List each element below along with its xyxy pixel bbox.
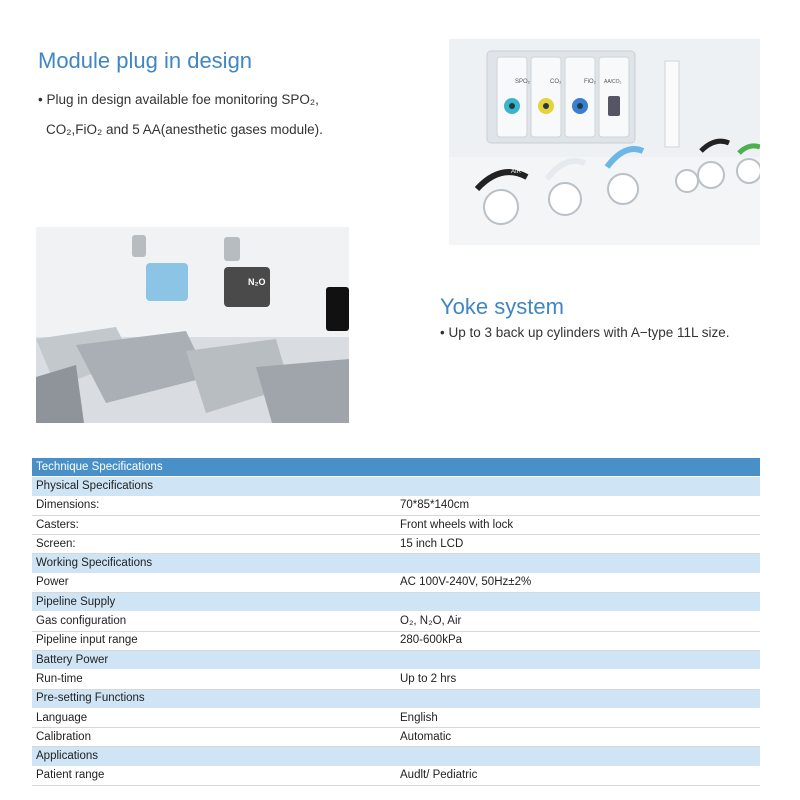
spec-section-row bbox=[32, 593, 760, 612]
spec-value bbox=[396, 593, 760, 612]
spec-value: Front wheels with lock bbox=[396, 515, 760, 534]
spec-row bbox=[32, 573, 760, 592]
yoke-bullet-line1: • Up to 3 back up cylinders with A−type 11L size. bbox=[440, 325, 730, 340]
spec-label: Dimensions: bbox=[32, 496, 396, 515]
spec-row bbox=[32, 631, 760, 650]
spec-label: Casters: bbox=[32, 515, 396, 534]
yoke-title: Yoke system bbox=[440, 294, 564, 319]
spec-label: Run-time bbox=[32, 670, 396, 689]
spec-label: Pipeline input range bbox=[32, 631, 396, 650]
spec-section-label: Pre-setting Functions bbox=[32, 689, 396, 708]
module-panel-photo bbox=[449, 39, 760, 245]
spec-section-label: Battery Power bbox=[32, 650, 396, 669]
spec-label: Language bbox=[32, 708, 396, 727]
spec-row bbox=[32, 670, 760, 689]
yoke-illustration bbox=[36, 227, 349, 423]
spec-table-header bbox=[32, 458, 760, 477]
label-aa: AA/CO₂ bbox=[604, 79, 622, 85]
spec-section-label: Working Specifications bbox=[32, 554, 396, 573]
spec-row bbox=[32, 496, 760, 515]
spec-value: 15 inch LCD bbox=[396, 535, 760, 554]
spec-label: Power bbox=[32, 573, 396, 592]
spec-value: 280-600kPa bbox=[396, 631, 760, 650]
spec-value: AC 100V-240V, 50Hz±2% bbox=[396, 573, 760, 592]
module-bullet-line1: • Plug in design available foe monitoring SPO₂, bbox=[38, 92, 319, 107]
label-spo2: SPO₂ bbox=[515, 79, 530, 85]
spec-section-row bbox=[32, 554, 760, 573]
spec-label: Patient range bbox=[32, 766, 396, 785]
spec-section-label: Physical Specifications bbox=[32, 477, 396, 496]
spec-row bbox=[32, 535, 760, 554]
spec-label: Gas configuration bbox=[32, 612, 396, 631]
spec-value bbox=[396, 650, 760, 669]
spec-label: Calibration bbox=[32, 728, 396, 747]
spec-row bbox=[32, 766, 760, 785]
spec-section-row bbox=[32, 689, 760, 708]
yoke-photo bbox=[36, 227, 349, 423]
spec-value bbox=[396, 554, 760, 573]
spec-value bbox=[396, 689, 760, 708]
spec-table bbox=[32, 458, 760, 786]
spec-row bbox=[32, 708, 760, 727]
spec-section-label: Applications bbox=[32, 747, 396, 766]
spec-value: Audlt/ Pediatric bbox=[396, 766, 760, 785]
spec-table-header-label: Technique Specifications bbox=[32, 458, 760, 477]
label-fio2: FiO₂ bbox=[584, 79, 596, 85]
module-panel-illustration bbox=[449, 39, 760, 245]
label-n2o: N₂O bbox=[248, 277, 266, 287]
module-title: Module plug in design bbox=[38, 48, 253, 73]
spec-label: Screen: bbox=[32, 535, 396, 554]
spec-section-label: Pipeline Supply bbox=[32, 593, 396, 612]
label-co2: CO₂ bbox=[550, 79, 562, 85]
module-bullet-line2: CO₂,FiO₂ and 5 AA(anesthetic gases module). bbox=[46, 122, 323, 137]
spec-row bbox=[32, 728, 760, 747]
spec-row bbox=[32, 612, 760, 631]
spec-value bbox=[396, 477, 760, 496]
spec-value: 70*85*140cm bbox=[396, 496, 760, 515]
spec-section-row bbox=[32, 650, 760, 669]
spec-section-row bbox=[32, 477, 760, 496]
spec-value bbox=[396, 747, 760, 766]
spec-section-row bbox=[32, 747, 760, 766]
spec-value: Up to 2 hrs bbox=[396, 670, 760, 689]
label-air: AIR bbox=[511, 169, 522, 175]
spec-row bbox=[32, 515, 760, 534]
spec-value: O₂, N₂O, Air bbox=[396, 612, 760, 631]
spec-value: English bbox=[396, 708, 760, 727]
spec-value: Automatic bbox=[396, 728, 760, 747]
